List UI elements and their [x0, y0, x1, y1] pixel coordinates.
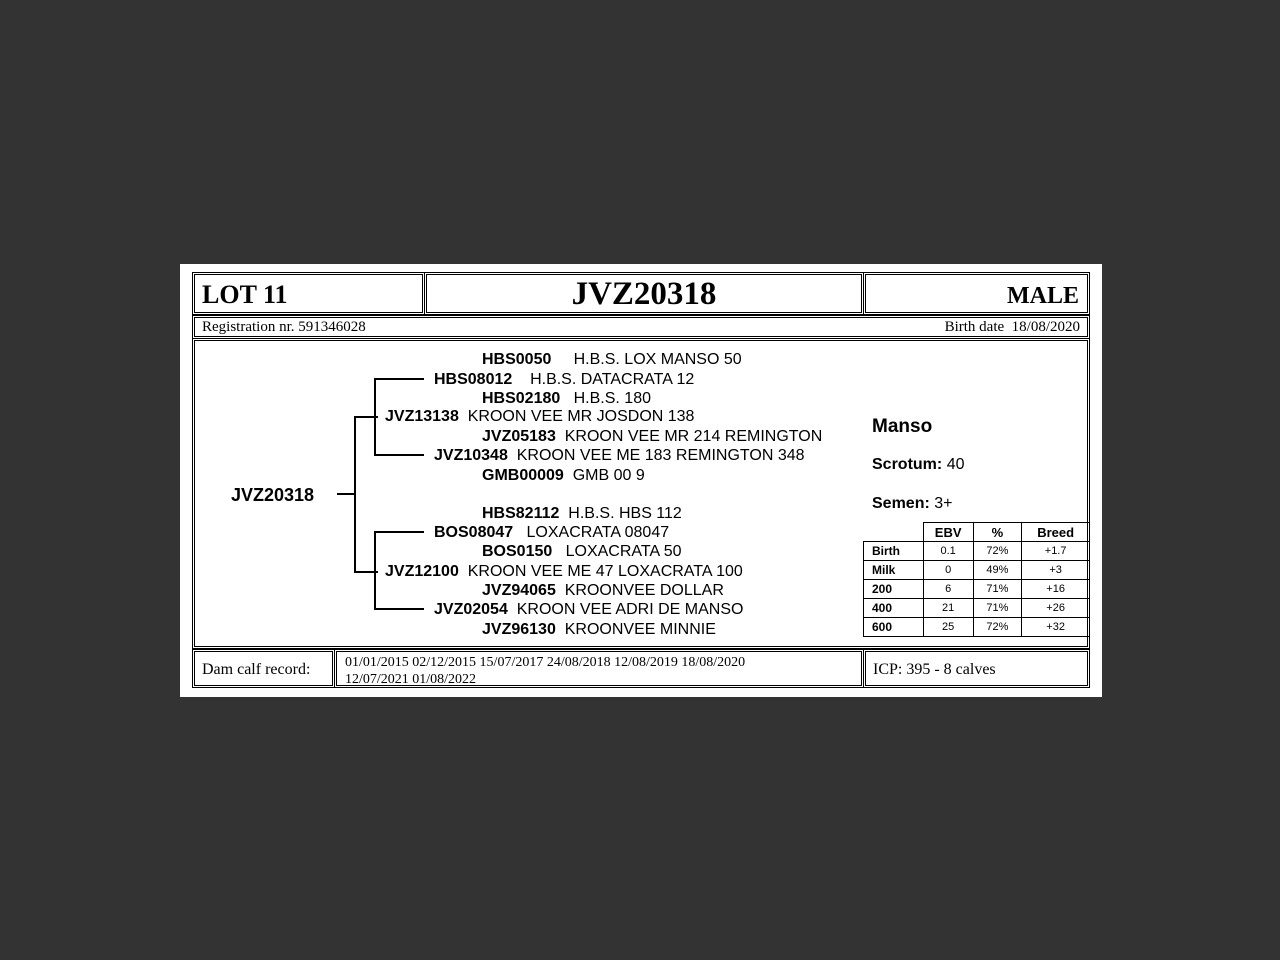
connector-subject	[337, 493, 354, 495]
lot-card	[180, 264, 1102, 697]
ebv-header-breed: Breed	[1022, 523, 1090, 542]
dam-calf-label: Dam calf record:	[202, 661, 311, 678]
pedigree-sss: HBS0050 H.B.S. LOX MANSO 50	[482, 351, 742, 368]
pedigree-sd: JVZ10348 KROON VEE ME 183 REMINGTON 348	[434, 447, 805, 464]
breed-value: +26	[1022, 599, 1090, 618]
ebv-corner	[864, 523, 924, 542]
ebv-value: 21	[923, 599, 973, 618]
lot-number: LOT 11	[202, 280, 288, 309]
connector-parents	[354, 416, 356, 572]
dam-calf-line-2: 12/07/2021 01/08/2022	[345, 672, 477, 687]
subject-id: JVZ20318	[231, 485, 315, 505]
table-row	[864, 599, 1090, 618]
breed-value: +32	[1022, 618, 1090, 637]
dam-calf-line-1: 01/01/2015 02/12/2015 15/07/2017 24/08/2018 12/08/2019 18/08/2020	[345, 655, 746, 670]
icp-cell	[865, 651, 1088, 686]
semen: Semen: 3+	[872, 495, 953, 512]
table-row	[864, 618, 1090, 637]
pedigree-ddd: JVZ96130 KROONVEE MINNIE	[482, 621, 716, 638]
ebv-value: 25	[923, 618, 973, 637]
animal-name: Manso	[872, 416, 933, 437]
pedigree-sds: JVZ05183 KROON VEE MR 214 REMINGTON	[482, 428, 823, 445]
ebv-value: 0	[923, 561, 973, 580]
icp-value: ICP: 395 - 8 calves	[873, 661, 996, 678]
pedigree-sire: JVZ13138 KROON VEE MR JOSDON 138	[385, 408, 695, 425]
connector-sire-parents	[374, 378, 376, 455]
connector-dam-dam	[374, 608, 424, 610]
row-label: 400	[864, 599, 924, 618]
breed-value: +1.7	[1022, 542, 1090, 561]
row-label: 600	[864, 618, 924, 637]
ebv-value: 6	[923, 580, 973, 599]
scrotum: Scrotum: 40	[872, 456, 965, 473]
birth-date: Birth date 18/08/2020	[944, 319, 1080, 335]
ebv-header-pct: %	[973, 523, 1022, 542]
breed-value: +3	[1022, 561, 1090, 580]
pedigree-dd: JVZ02054 KROON VEE ADRI DE MANSO	[434, 601, 744, 618]
connector-sire-dam	[374, 454, 424, 456]
ebv-header-ebv: EBV	[923, 523, 973, 542]
dam-calf-record	[345, 654, 745, 688]
animal-id-title: JVZ20318	[571, 276, 717, 312]
row-label: 200	[864, 580, 924, 599]
pedigree-ss: HBS08012 H.B.S. DATACRATA 12	[434, 371, 695, 388]
pct-value: 72%	[973, 542, 1022, 561]
connector-dam-parents	[374, 531, 376, 609]
pedigree-dam: JVZ12100 KROON VEE ME 47 LOXACRATA 100	[385, 563, 743, 580]
sex-label: MALE	[1007, 283, 1079, 309]
pedigree-ssd: HBS02180 H.B.S. 180	[482, 390, 651, 407]
table-row	[864, 542, 1090, 561]
connector-sire-sire	[374, 378, 424, 380]
dam-calf-label-cell	[194, 651, 333, 686]
pct-value: 72%	[973, 618, 1022, 637]
info-row	[194, 317, 1088, 337]
dam-calf-record-cell	[336, 651, 862, 686]
animal-id-cell	[426, 274, 862, 313]
breed-value: +16	[1022, 580, 1090, 599]
ebv-table	[863, 522, 1090, 637]
pct-value: 71%	[973, 580, 1022, 599]
row-label: Milk	[864, 561, 924, 580]
pedigree-dds: JVZ94065 KROONVEE DOLLAR	[482, 582, 724, 599]
pedigree-dsd: BOS0150 LOXACRATA 50	[482, 543, 682, 560]
sex-cell	[865, 274, 1088, 313]
registration-number: Registration nr. 591346028	[202, 319, 366, 335]
pedigree-ds: BOS08047 LOXACRATA 08047	[434, 524, 670, 541]
pct-value: 49%	[973, 561, 1022, 580]
table-row	[864, 580, 1090, 599]
lot-cell	[194, 274, 423, 313]
table-row	[864, 561, 1090, 580]
ebv-value: 0.1	[923, 542, 973, 561]
pedigree-sdd: GMB00009 GMB 00 9	[482, 467, 645, 484]
connector-dam-sire	[374, 531, 424, 533]
pct-value: 71%	[973, 599, 1022, 618]
pedigree-dss: HBS82112 H.B.S. HBS 112	[482, 505, 682, 522]
row-label: Birth	[864, 542, 924, 561]
